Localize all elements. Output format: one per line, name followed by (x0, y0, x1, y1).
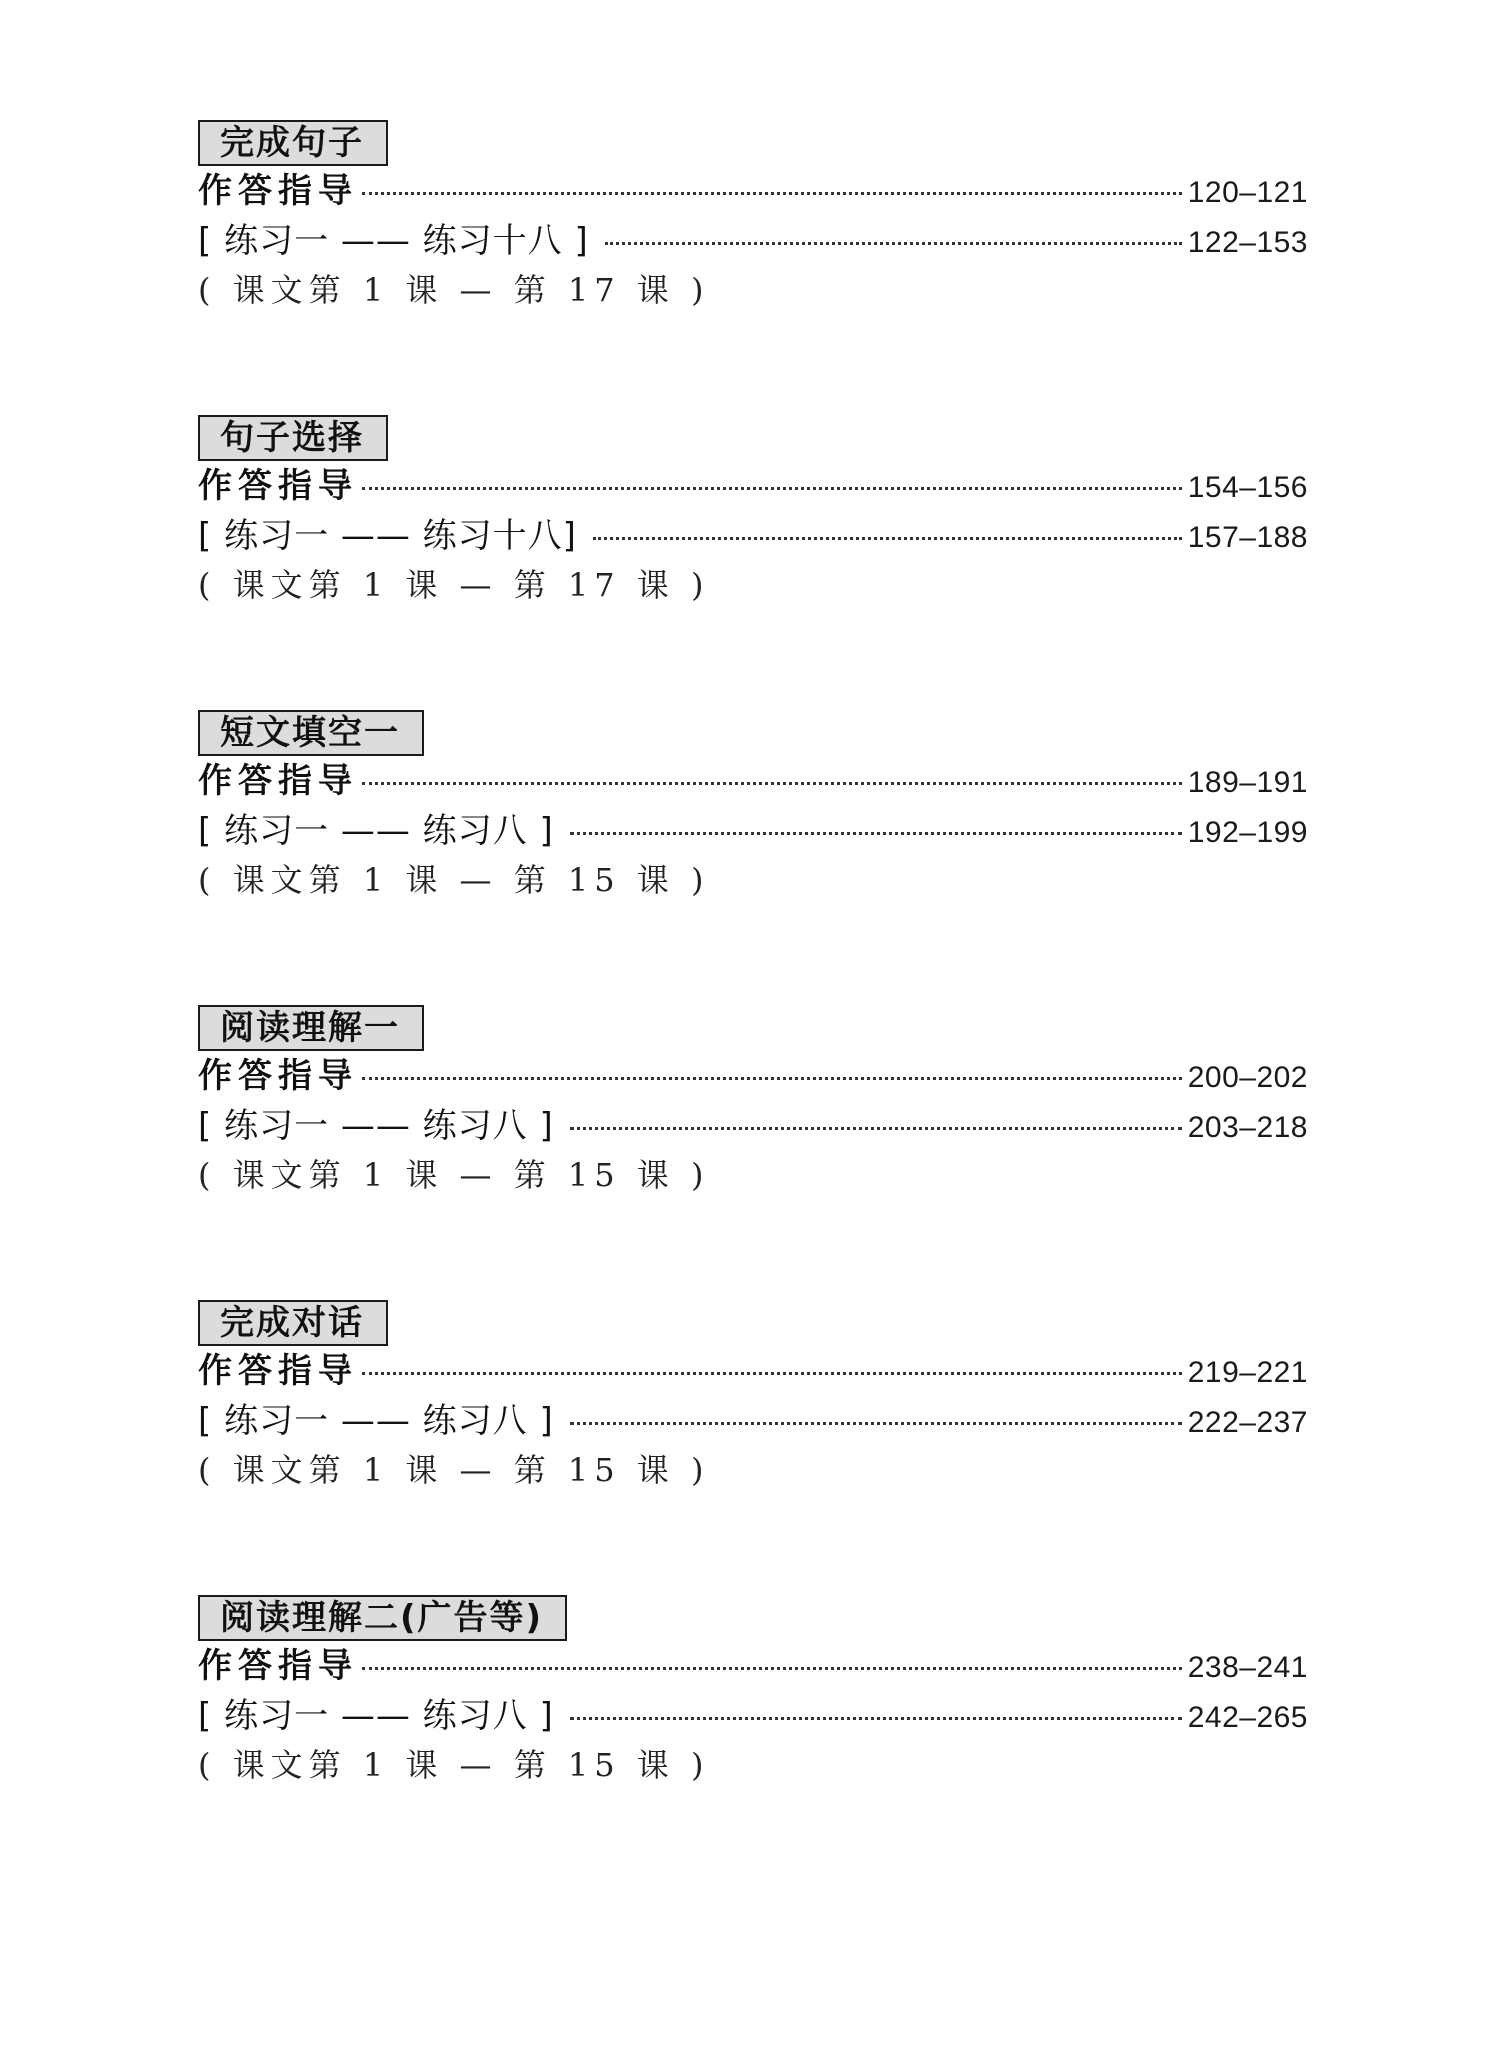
guide-label: 作答指导 (198, 171, 358, 211)
section-title: 阅读理解一 (198, 1005, 424, 1051)
page-range: 154–156 (1187, 471, 1308, 504)
lesson-range-note: ( 课文第 1 课 — 第 15 课 ) (198, 1156, 710, 1194)
exercise-entry[interactable] (198, 806, 1308, 856)
lesson-range-note: ( 课文第 1 课 — 第 15 课 ) (198, 861, 710, 899)
page-range: 192–199 (1187, 816, 1308, 849)
guide-label: 作答指导 (198, 1646, 358, 1686)
dot-leader (570, 1127, 1182, 1130)
section-title: 阅读理解二(广告等) (198, 1595, 567, 1641)
lesson-range-note: ( 课文第 1 课 — 第 15 课 ) (198, 1746, 710, 1784)
toc-section (198, 1300, 1308, 1595)
guide-label: 作答指导 (198, 1351, 358, 1391)
section-title: 短文填空一 (198, 710, 424, 756)
guide-entry[interactable] (198, 1346, 1308, 1396)
exercise-entry[interactable] (198, 1396, 1308, 1446)
dot-leader (593, 537, 1182, 540)
exercise-entry[interactable] (198, 511, 1308, 561)
toc-section (198, 415, 1308, 710)
section-title: 完成对话 (198, 1300, 388, 1346)
dot-leader (362, 192, 1182, 195)
dot-leader (605, 242, 1182, 245)
page-range: 122–153 (1187, 226, 1308, 259)
toc-section (198, 1595, 1308, 1890)
page-range: 120–121 (1187, 176, 1308, 209)
exercise-label: [ 练习一 —— 练习八 ] (198, 1696, 554, 1736)
table-of-contents (198, 120, 1308, 1890)
dot-leader (570, 1717, 1182, 1720)
page-range: 219–221 (1187, 1356, 1308, 1389)
page-range: 157–188 (1187, 521, 1308, 554)
dot-leader (362, 1372, 1182, 1375)
exercise-label: [ 练习一 —— 练习八 ] (198, 1106, 554, 1146)
dot-leader (570, 1422, 1182, 1425)
guide-entry[interactable] (198, 166, 1308, 216)
exercise-label: [ 练习一 —— 练习八 ] (198, 811, 554, 851)
exercise-entry[interactable] (198, 1101, 1308, 1151)
dot-leader (362, 487, 1182, 490)
guide-label: 作答指导 (198, 761, 358, 801)
exercise-entry[interactable] (198, 1691, 1308, 1741)
guide-label: 作答指导 (198, 466, 358, 506)
exercise-entry[interactable] (198, 216, 1308, 266)
page-range: 242–265 (1187, 1701, 1308, 1734)
guide-entry[interactable] (198, 461, 1308, 511)
page-range: 238–241 (1187, 1651, 1308, 1684)
section-title: 完成句子 (198, 120, 388, 166)
lesson-range-note: ( 课文第 1 课 — 第 15 课 ) (198, 1451, 710, 1489)
dot-leader (570, 832, 1182, 835)
guide-entry[interactable] (198, 756, 1308, 806)
lesson-range-note: ( 课文第 1 课 — 第 17 课 ) (198, 271, 710, 309)
page-range: 189–191 (1187, 766, 1308, 799)
toc-section (198, 710, 1308, 1005)
toc-section (198, 1005, 1308, 1300)
dot-leader (362, 1667, 1182, 1670)
page-range: 203–218 (1187, 1111, 1308, 1144)
dot-leader (362, 782, 1182, 785)
guide-label: 作答指导 (198, 1056, 358, 1096)
guide-entry[interactable] (198, 1641, 1308, 1691)
exercise-label: [ 练习一 —— 练习八 ] (198, 1401, 554, 1441)
guide-entry[interactable] (198, 1051, 1308, 1101)
exercise-label: [ 练习一 —— 练习十八 ] (198, 221, 589, 261)
toc-section (198, 120, 1308, 415)
page-range: 222–237 (1187, 1406, 1308, 1439)
exercise-label: [ 练习一 —— 练习十八] (198, 516, 577, 556)
page-range: 200–202 (1187, 1061, 1308, 1094)
section-title: 句子选择 (198, 415, 388, 461)
dot-leader (362, 1077, 1182, 1080)
lesson-range-note: ( 课文第 1 课 — 第 17 课 ) (198, 566, 710, 604)
